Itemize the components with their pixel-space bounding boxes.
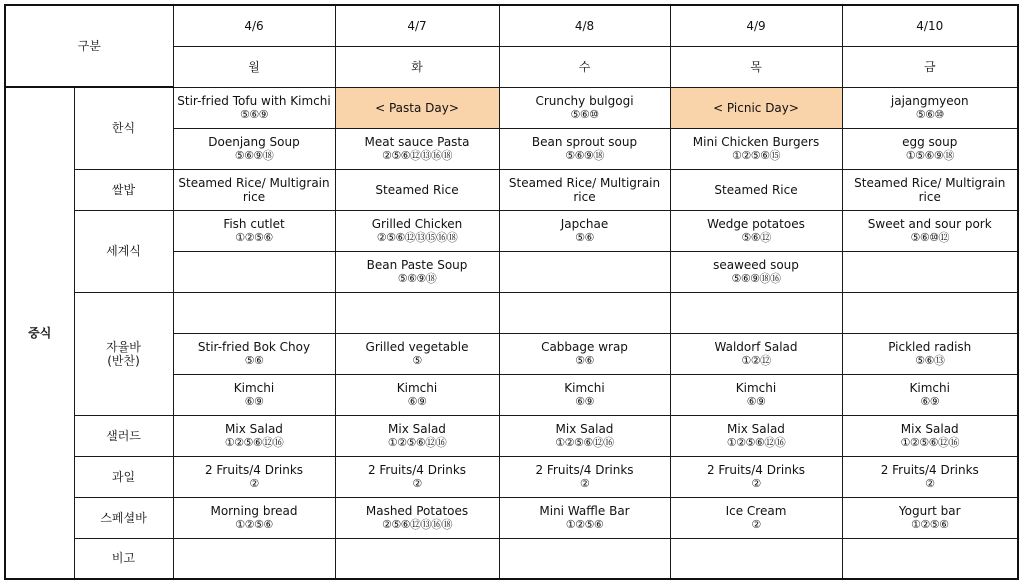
category-world[interactable]: 세계식 — [74, 210, 173, 292]
dish-name: Bean Paste Soup — [366, 257, 468, 272]
dish-name: Fish cutlet — [223, 216, 285, 231]
row-world-1 — [5, 210, 1018, 251]
allergen-codes: ⑥⑨ — [746, 394, 766, 408]
weekday-cell[interactable]: 화 — [335, 46, 499, 87]
menu-cell[interactable] — [670, 169, 842, 210]
allergen-codes: ⑤⑥ — [575, 353, 594, 367]
allergen-codes: ①②⑤⑥ — [565, 517, 604, 531]
menu-cell-empty[interactable] — [173, 251, 335, 292]
row-salad — [5, 415, 1018, 456]
menu-cell-empty[interactable] — [670, 538, 842, 579]
menu-cell[interactable] — [335, 210, 499, 251]
dish-name: Mix Salad — [900, 421, 959, 436]
dish-name: Steamed Rice/ Multigrain rice — [854, 175, 1006, 204]
category-notes[interactable]: 비고 — [74, 538, 173, 579]
category-header[interactable] — [5, 5, 173, 87]
dish-name: Mini Waffle Bar — [539, 503, 630, 518]
menu-cell[interactable] — [499, 333, 670, 374]
menu-cell[interactable] — [670, 497, 842, 538]
weekday-cell[interactable]: 수 — [499, 46, 670, 87]
weekday-cell[interactable]: 월 — [173, 46, 335, 87]
menu-cell[interactable] — [173, 497, 335, 538]
dish-name: egg soup — [902, 134, 958, 149]
dish-name: 2 Fruits/4 Drinks — [706, 462, 806, 477]
menu-cell-highlight[interactable] — [335, 87, 499, 128]
menu-cell[interactable] — [670, 128, 842, 169]
menu-cell[interactable] — [173, 210, 335, 251]
allergen-codes: ⑤⑥⑩ — [570, 107, 599, 121]
dish-name: Steamed Rice — [714, 182, 798, 197]
allergen-codes: ⑤⑥⑨⑱ — [234, 148, 274, 162]
allergen-codes: ①②⑫ — [741, 353, 771, 367]
menu-cell-empty[interactable] — [335, 538, 499, 579]
date-cell[interactable]: 4/9 — [670, 5, 842, 46]
dish-name: Waldorf Salad — [714, 339, 798, 354]
allergen-codes: ⑥⑨ — [575, 394, 594, 408]
allergen-codes: ①②⑤⑥⑮ — [732, 148, 780, 162]
allergen-codes: ②⑤⑥⑫⑬⑯⑱ — [381, 517, 453, 531]
category-special[interactable]: 스페셜바 — [74, 497, 173, 538]
menu-cell-empty[interactable] — [173, 292, 335, 333]
menu-cell-empty[interactable] — [499, 251, 670, 292]
category-selfbar[interactable]: 자율바 (반찬) — [74, 292, 173, 415]
allergen-codes: ② — [751, 476, 761, 490]
dish-name: Crunchy bulgogi — [535, 93, 634, 108]
allergen-codes: ①②⑤⑥⑫⑯ — [555, 435, 614, 449]
dish-name: Sweet and sour pork — [867, 216, 992, 231]
menu-cell[interactable] — [173, 169, 335, 210]
allergen-codes: ⑥⑨ — [407, 394, 427, 408]
allergen-codes: ⑤⑥⑨ — [239, 107, 269, 121]
dish-name: Mix Salad — [727, 421, 785, 436]
menu-cell[interactable] — [173, 333, 335, 374]
allergen-codes: ⑤⑥⑨⑱⑯ — [731, 271, 781, 285]
dish-name: Steamed Rice/ Multigrain rice — [178, 175, 330, 204]
menu-cell[interactable] — [842, 87, 1018, 128]
allergen-codes: ⑤⑥ — [575, 230, 594, 244]
dish-name: Steamed Rice — [375, 182, 459, 197]
dish-name: Grilled vegetable — [365, 339, 469, 354]
menu-cell[interactable] — [670, 333, 842, 374]
row-self-1 — [5, 292, 1018, 333]
category-header-label: 구분 — [77, 39, 101, 53]
dish-name: Doenjang Soup — [208, 134, 300, 149]
category-fruit[interactable]: 과일 — [74, 456, 173, 497]
weekly-menu-table — [4, 4, 1019, 580]
menu-cell-empty[interactable] — [499, 538, 670, 579]
menu-cell[interactable] — [335, 456, 499, 497]
dish-name: Kimchi — [396, 380, 438, 395]
allergen-codes: ①②⑤⑥⑫⑯ — [726, 435, 786, 449]
menu-cell[interactable] — [842, 128, 1018, 169]
dish-name: Kimchi — [909, 380, 950, 395]
allergen-codes: ⑤ — [412, 353, 422, 367]
allergen-codes: ⑤⑥⑫ — [741, 230, 771, 244]
menu-cell[interactable] — [173, 456, 335, 497]
date-cell[interactable]: 4/10 — [842, 5, 1018, 46]
menu-cell[interactable] — [842, 169, 1018, 210]
menu-cell[interactable] — [335, 415, 499, 456]
menu-cell[interactable] — [670, 251, 842, 292]
allergen-codes: ⑤⑥ — [244, 353, 264, 367]
menu-cell[interactable] — [670, 210, 842, 251]
row-fruit — [5, 456, 1018, 497]
allergen-codes: ② — [925, 476, 935, 490]
dish-name: 2 Fruits/4 Drinks — [367, 462, 467, 477]
dish-name: Kimchi — [735, 380, 777, 395]
menu-cell[interactable] — [173, 374, 335, 415]
menu-cell[interactable] — [499, 415, 670, 456]
dish-name: Pickled radish — [888, 339, 972, 354]
date-cell[interactable]: 4/8 — [499, 5, 670, 46]
dish-name: Cabbage wrap — [541, 339, 628, 354]
allergen-codes: ⑤⑥⑩⑫ — [910, 230, 950, 244]
menu-cell[interactable] — [499, 128, 670, 169]
allergen-codes: ①②⑤⑥⑫⑯ — [900, 435, 959, 449]
weekday-cell[interactable]: 목 — [670, 46, 842, 87]
menu-cell[interactable] — [335, 169, 499, 210]
allergen-codes: ⑥⑨ — [920, 394, 940, 408]
menu-cell[interactable] — [173, 87, 335, 128]
category-salad[interactable]: 샐러드 — [74, 415, 173, 456]
allergen-codes: ⑤⑥⑩ — [915, 107, 944, 121]
dish-name: Ice Cream — [725, 503, 787, 518]
menu-cell[interactable] — [335, 333, 499, 374]
category-rice[interactable]: 쌀밥 — [74, 169, 173, 210]
menu-cell[interactable] — [499, 210, 670, 251]
menu-cell[interactable] — [499, 374, 670, 415]
allergen-codes: ② — [751, 517, 761, 531]
menu-cell[interactable] — [842, 497, 1018, 538]
dish-name: Grilled Chicken — [371, 216, 463, 231]
allergen-codes: ①②⑤⑥⑫⑯ — [224, 435, 284, 449]
allergen-codes: ② — [249, 476, 259, 490]
header-date-row — [5, 5, 1018, 46]
menu-cell[interactable] — [842, 456, 1018, 497]
dish-name: Mix Salad — [225, 421, 283, 436]
weekday-cell[interactable]: 금 — [842, 46, 1018, 87]
dish-name: Wedge potatoes — [707, 216, 805, 231]
date-cell[interactable]: 4/7 — [335, 5, 499, 46]
allergen-codes: ⑤⑥⑨⑱ — [565, 148, 604, 162]
dish-name: Mix Salad — [388, 421, 446, 436]
row-korean-1 — [5, 87, 1018, 128]
allergen-codes: ①②⑤⑥ — [235, 230, 273, 244]
menu-cell-empty[interactable] — [670, 292, 842, 333]
allergen-codes: ①②⑤⑥⑫⑯ — [387, 435, 447, 449]
dish-name: Stir-fried Tofu with Kimchi — [177, 93, 331, 108]
menu-cell-empty[interactable] — [842, 292, 1018, 333]
menu-cell[interactable] — [335, 128, 499, 169]
menu-cell[interactable] — [499, 87, 670, 128]
menu-cell-empty[interactable] — [842, 538, 1018, 579]
allergen-codes: ②⑤⑥⑫⑬⑯⑱ — [381, 148, 453, 162]
menu-cell[interactable] — [335, 374, 499, 415]
menu-cell-empty[interactable] — [499, 292, 670, 333]
menu-cell[interactable] — [670, 415, 842, 456]
allergen-codes: ⑥⑨ — [244, 394, 264, 408]
menu-cell-highlight[interactable] — [670, 87, 842, 128]
dish-name: Morning bread — [210, 503, 298, 518]
dish-name: jajangmyeon — [890, 93, 969, 108]
menu-cell[interactable] — [842, 333, 1018, 374]
dish-name: Mix Salad — [555, 421, 614, 436]
dish-name: Mini Chicken Burgers — [692, 134, 820, 149]
date-cell[interactable]: 4/6 — [173, 5, 335, 46]
menu-cell[interactable] — [670, 456, 842, 497]
dish-name: < Pasta Day> — [375, 100, 459, 115]
allergen-codes: ②⑤⑥⑫⑬⑮⑯⑱ — [376, 230, 458, 244]
dish-name: Steamed Rice/ Multigrain rice — [508, 175, 661, 204]
dish-name: 2 Fruits/4 Drinks — [880, 462, 979, 477]
dish-name: Yogurt bar — [898, 503, 961, 518]
dish-name: 2 Fruits/4 Drinks — [535, 462, 634, 477]
menu-cell[interactable] — [499, 169, 670, 210]
meal-label-lunch[interactable]: 중식 — [5, 87, 74, 579]
dish-name: Mashed Potatoes — [365, 503, 469, 518]
dish-name: Stir-fried Bok Choy — [197, 339, 311, 354]
dish-name: seaweed soup — [713, 257, 799, 272]
row-special — [5, 497, 1018, 538]
menu-cell[interactable] — [335, 497, 499, 538]
menu-cell[interactable] — [173, 415, 335, 456]
allergen-codes: ①⑤⑥⑨⑱ — [905, 148, 954, 162]
menu-cell[interactable] — [842, 415, 1018, 456]
menu-cell-empty[interactable] — [842, 251, 1018, 292]
menu-cell[interactable] — [173, 128, 335, 169]
dish-name: 2 Fruits/4 Drinks — [204, 462, 304, 477]
category-korean[interactable]: 한식 — [74, 87, 173, 169]
allergen-codes: ② — [412, 476, 422, 490]
dish-name: Kimchi — [233, 380, 275, 395]
menu-cell[interactable] — [499, 456, 670, 497]
row-notes — [5, 538, 1018, 579]
menu-cell[interactable] — [842, 210, 1018, 251]
menu-cell[interactable] — [335, 251, 499, 292]
menu-cell[interactable] — [842, 374, 1018, 415]
dish-name: Bean sprout soup — [531, 134, 638, 149]
allergen-codes: ①②⑤⑥ — [235, 517, 273, 531]
row-rice — [5, 169, 1018, 210]
allergen-codes: ⑤⑥⑬ — [915, 353, 945, 367]
allergen-codes: ①②⑤⑥ — [911, 517, 949, 531]
dish-name: Meat sauce Pasta — [364, 134, 470, 149]
menu-cell-empty[interactable] — [173, 538, 335, 579]
dish-name: Kimchi — [564, 380, 605, 395]
dish-name: Japchae — [560, 216, 609, 231]
allergen-codes: ⑤⑥⑨⑱ — [397, 271, 437, 285]
menu-cell[interactable] — [499, 497, 670, 538]
menu-cell[interactable] — [670, 374, 842, 415]
menu-cell-empty[interactable] — [335, 292, 499, 333]
allergen-codes: ② — [579, 476, 590, 490]
dish-name: < Picnic Day> — [713, 100, 799, 115]
